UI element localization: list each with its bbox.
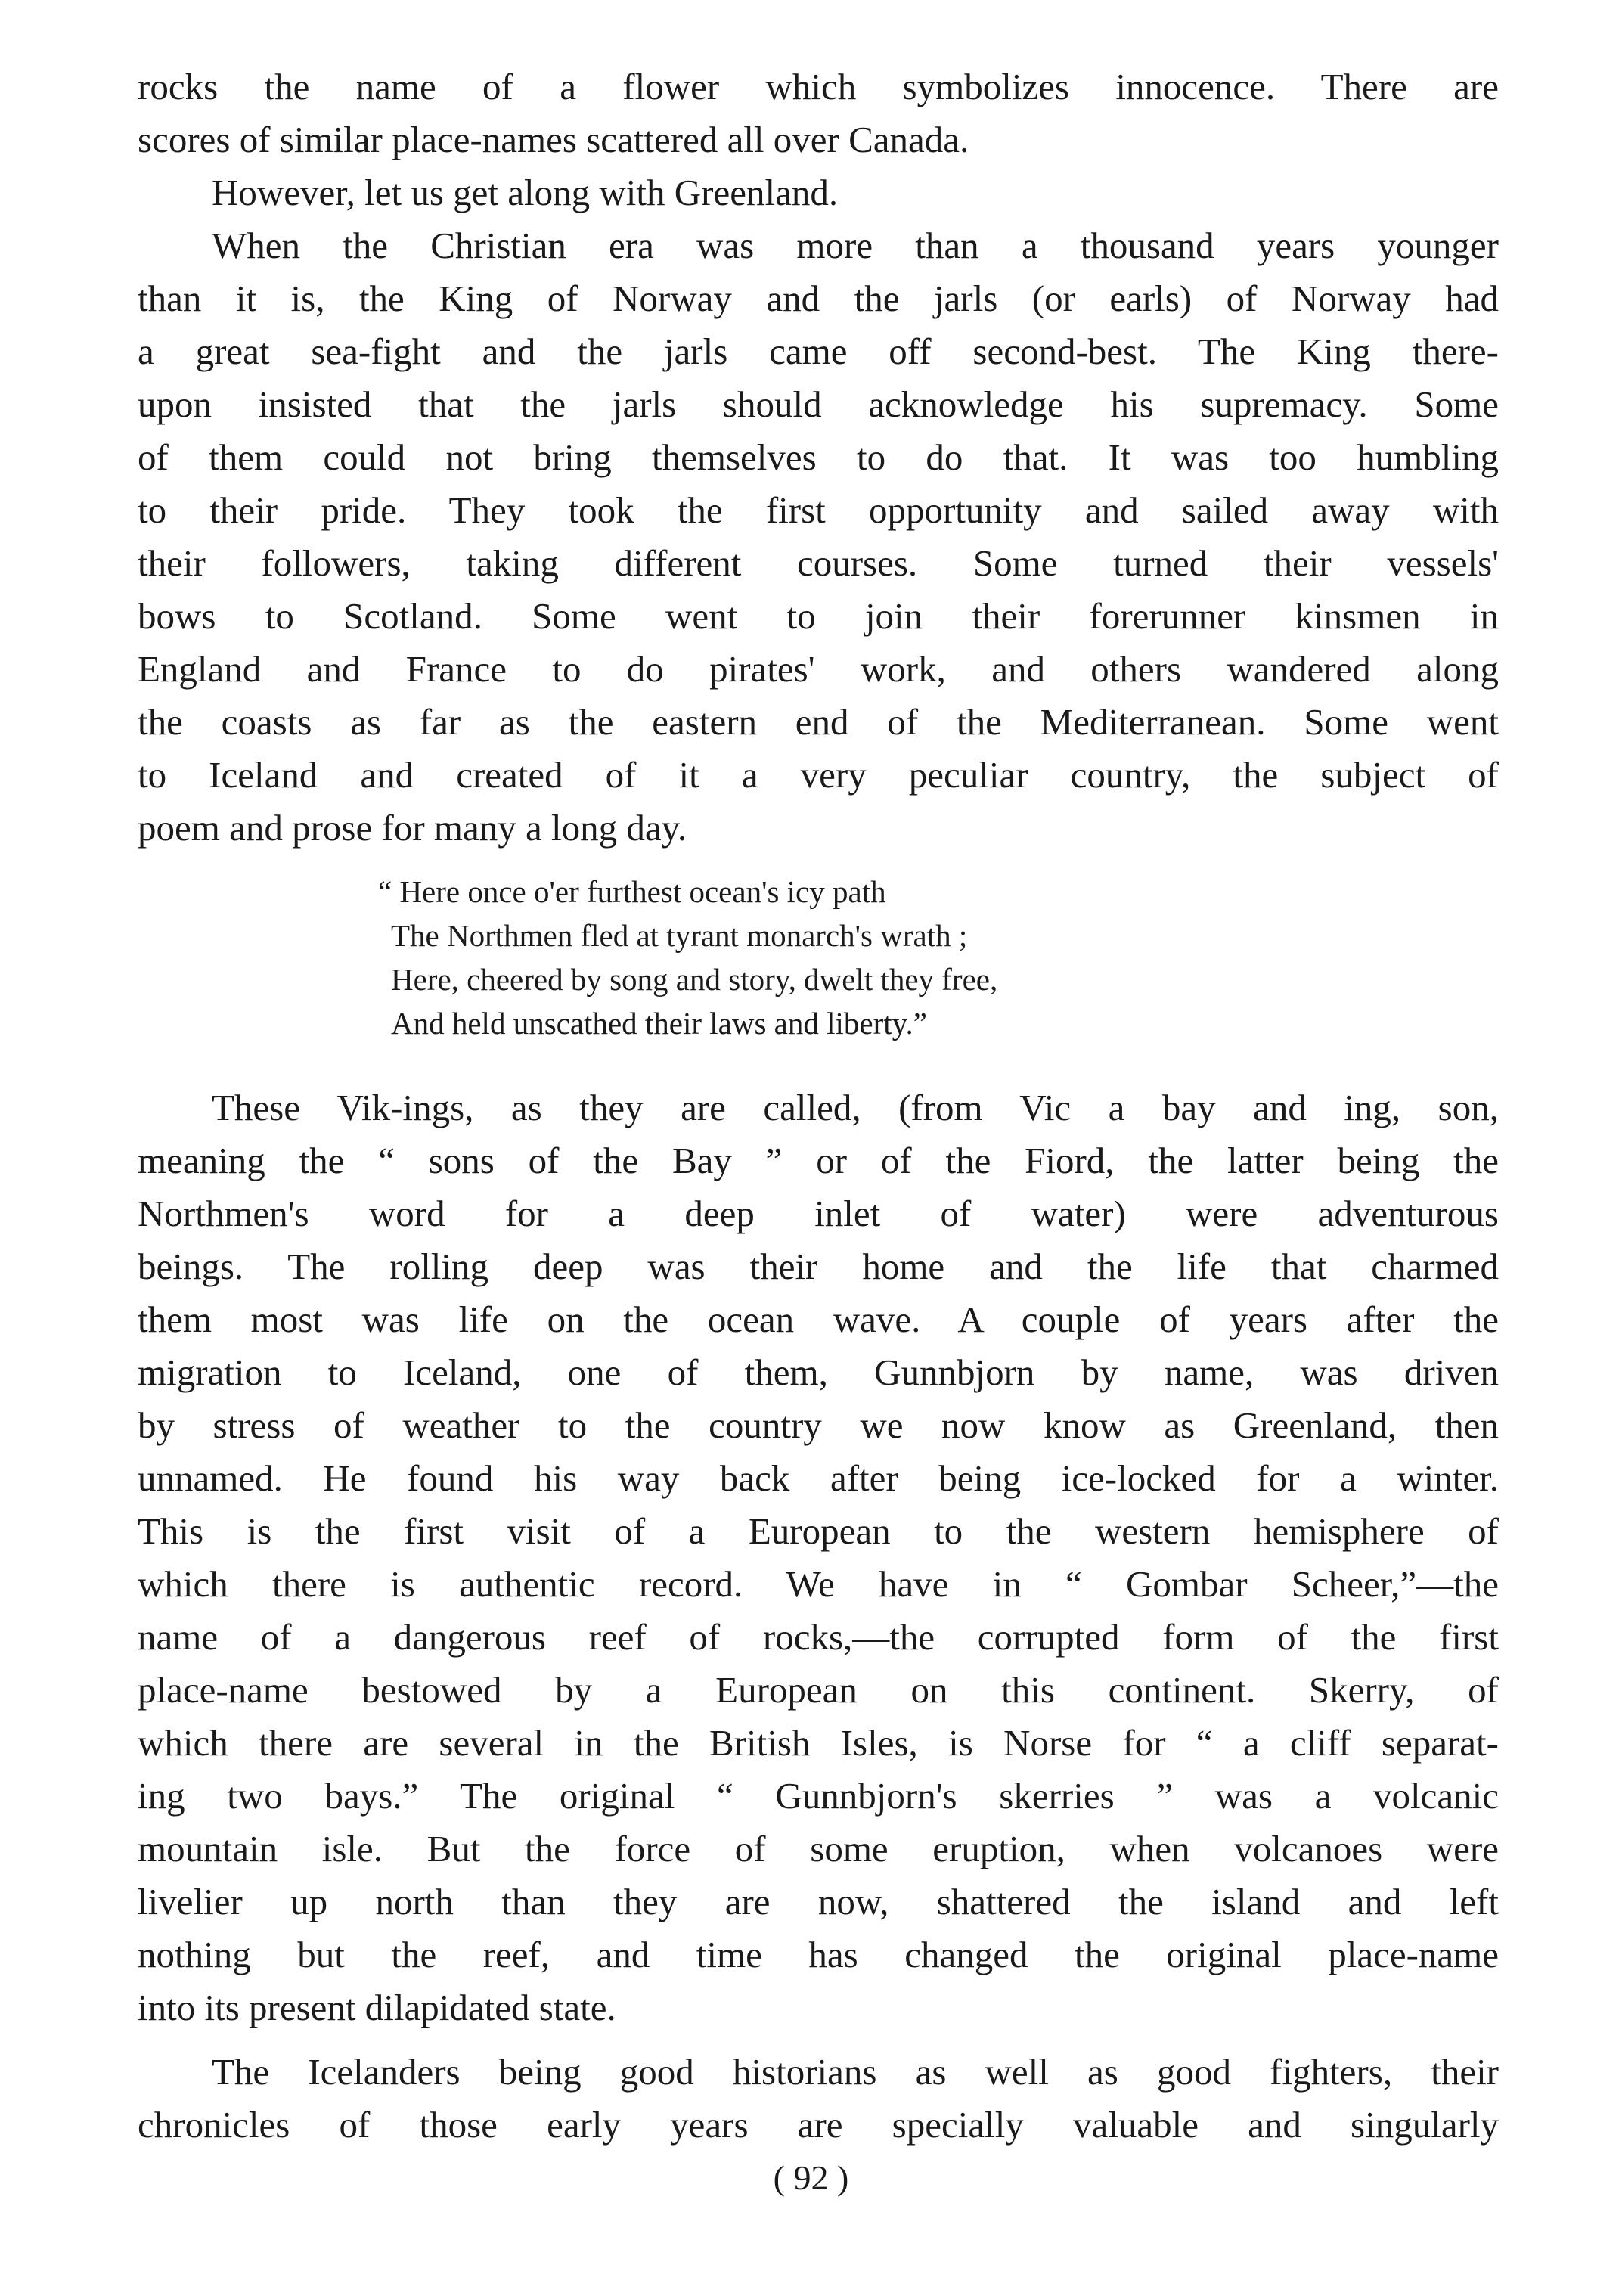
text-line: beings. The rolling deep was their home and the life that charmed	[138, 1246, 1499, 1287]
poem-line: “ Here once o'er furthest ocean's icy path	[378, 874, 886, 909]
text-line: of them could not bring themselves to do that. It was too humbling	[138, 436, 1499, 478]
text-line: mountain isle. But the force of some eruption, when volcanoes were	[138, 1828, 1499, 1869]
text-line: However, let us get along with Greenland.	[212, 172, 839, 213]
text-line: rocks the name of a flower which symbolizes innocence. There are	[138, 66, 1499, 107]
text-line: than it is, the King of Norway and the jarls (or earls) of Norway had	[138, 278, 1499, 319]
text-line: These Vik-ings, as they are called, (from Vic a bay and ing, son,	[212, 1087, 1499, 1128]
text-line: which there is authentic record. We have in “ Gombar Scheer,”—the	[138, 1563, 1499, 1605]
text-line: place-name bestowed by a European on this continent. Skerry, of	[138, 1669, 1499, 1711]
text-line: name of a dangerous reef of rocks,—the corrupted form of the first	[138, 1616, 1499, 1658]
text-line: bows to Scotland. Some went to join their forerunner kinsmen in	[138, 595, 1499, 637]
text-line: to their pride. They took the first opportunity and sailed away with	[138, 489, 1499, 531]
text-line: a great sea-fight and the jarls came off second-best. The King there-	[138, 330, 1499, 372]
text-line: chronicles of those early years are specially valuable and singularly	[138, 2104, 1499, 2146]
text-line: migration to Iceland, one of them, Gunnbjorn by name, was driven	[138, 1351, 1499, 1393]
text-line: When the Christian era was more than a thousand years younger	[212, 225, 1499, 266]
text-line: upon insisted that the jarls should acknowledge his supremacy. Some	[138, 383, 1499, 425]
text-line: by stress of weather to the country we now know as Greenland, then	[138, 1404, 1499, 1446]
text-line: which there are several in the British Isles, is Norse for “ a cliff separat-	[138, 1722, 1499, 1764]
text-line: unnamed. He found his way back after being ice-locked for a winter.	[138, 1457, 1499, 1499]
text-line: nothing but the reef, and time has changed the original place-name	[138, 1934, 1499, 1975]
text-line: them most was life on the ocean wave. A couple of years after the	[138, 1298, 1499, 1340]
text-line: to Iceland and created of it a very peculiar country, the subject of	[138, 754, 1499, 796]
text-line: Northmen's word for a deep inlet of water) were adventurous	[138, 1193, 1499, 1234]
poem-line: The Northmen fled at tyrant monarch's wrath ;	[391, 918, 968, 953]
text-line: The Icelanders being good historians as well as good fighters, their	[212, 2051, 1499, 2093]
text-line: poem and prose for many a long day.	[138, 807, 687, 849]
page-number: ( 92 )	[773, 2158, 849, 2197]
text-line: This is the first visit of a European to the western hemisphere of	[138, 1510, 1499, 1552]
poem-line: And held unscathed their laws and liberty.”	[391, 1006, 927, 1041]
text-line: scores of similar place-names scattered all over Canada.	[138, 119, 969, 160]
text-line: their followers, taking different courses. Some turned their vessels'	[138, 542, 1499, 584]
text-line: livelier up north than they are now, shattered the island and left	[138, 1881, 1499, 1922]
text-line: meaning the “ sons of the Bay ” or of the Fiord, the latter being the	[138, 1140, 1499, 1181]
text-line: into its present dilapidated state.	[138, 1987, 616, 2028]
text-line: England and France to do pirates' work, and others wandered along	[138, 648, 1499, 690]
text-line: the coasts as far as the eastern end of the Mediterranean. Some went	[138, 701, 1499, 743]
text-line: ing two bays.” The original “ Gunnbjorn's skerries ” was a volcanic	[138, 1775, 1499, 1817]
poem-line: Here, cheered by song and story, dwelt they free,	[391, 962, 998, 997]
